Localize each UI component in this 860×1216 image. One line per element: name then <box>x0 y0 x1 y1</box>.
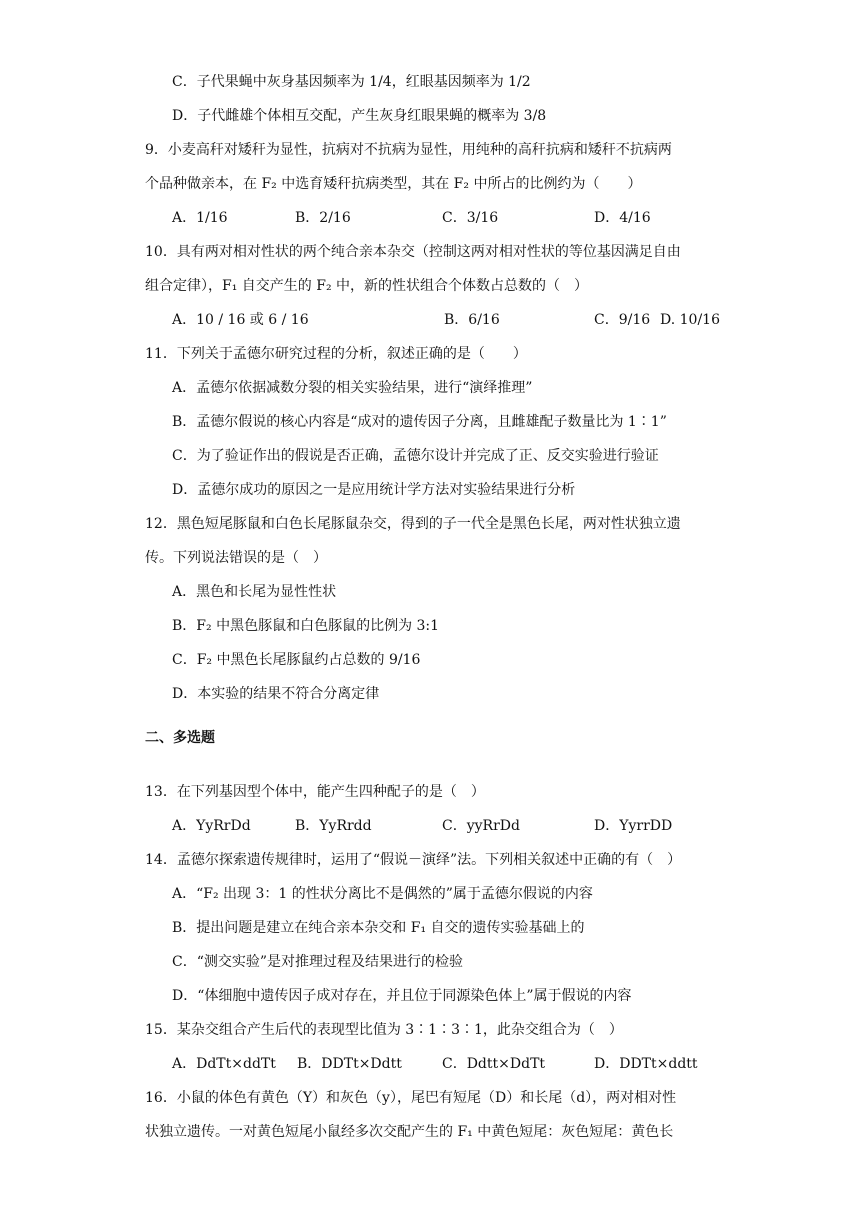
q14-option-a: A．“F₂ 出现 3：1 的性状分离比不是偶然的”属于孟德尔假说的内容 <box>172 886 593 902</box>
q13-options <box>172 816 732 836</box>
q14-stem: 14．孟德尔探索遗传规律时，运用了“假说－演绎”法。下列相关叙述中正确的有（ ） <box>145 852 682 868</box>
q10-option-c: C．9/16 <box>594 312 651 328</box>
q14-option-d: D．“体细胞中遗传因子成对存在，并且位于同源染色体上”属于假说的内容 <box>172 988 632 1004</box>
q13-option-c: C．yyRrDd <box>442 818 520 834</box>
q12-option-a: A．黑色和长尾为显性性状 <box>172 584 337 600</box>
q15-option-c: C．Ddtt×DdTt <box>442 1056 546 1072</box>
q12-option-d: D．本实验的结果不符合分离定律 <box>172 686 380 702</box>
q8-option-c: C．子代果蝇中灰身基因频率为 1/4，红眼基因频率为 1/2 <box>172 74 531 90</box>
q11-option-b: B．孟德尔假说的核心内容是“成对的遗传因子分离，且雌雄配子数量比为 1∶1” <box>172 414 667 430</box>
section-title-multiple-choice: 二、多选题 <box>145 730 215 746</box>
q10-option-b: B．6/16 <box>444 312 500 328</box>
q15-stem: 15．某杂交组合产生后代的表现型比值为 3∶1∶3∶1，此杂交组合为（ ） <box>145 1022 623 1038</box>
q10-stem-line2: 组合定律），F₁ 自交产生的 F₂ 中，新的性状组合个体数占总数的（ ） <box>145 278 589 294</box>
q12-stem-line2: 传。下列说法错误的是（ ） <box>145 550 327 566</box>
q14-option-b: B．提出问题是建立在纯合亲本杂交和 F₁ 自交的遗传实验基础上的 <box>172 920 585 936</box>
q9-stem-line2: 个品种做亲本，在 F₂ 中选育矮秆抗病类型，其在 F₂ 中所占的比例约为（ ） <box>145 176 642 192</box>
q15-option-b: B．DDTt×Ddtt <box>297 1056 402 1072</box>
q10-options <box>172 310 732 330</box>
q10-option-d: D. 10/16 <box>660 312 720 328</box>
q9-option-c: C．3/16 <box>442 210 499 226</box>
q14-option-c: C．“测交实验”是对推理过程及结果进行的检验 <box>172 954 464 970</box>
q8-option-d: D．子代雌雄个体相互交配，产生灰身红眼果蝇的概率为 3/8 <box>172 108 547 124</box>
q9-option-d: D．4/16 <box>594 210 651 226</box>
q15-option-d: D．DDTt×ddtt <box>594 1056 698 1072</box>
q11-option-a: A．孟德尔依据减数分裂的相关实验结果，进行“演绎推理” <box>172 380 533 396</box>
q16-stem-line1: 16．小鼠的体色有黄色（Y）和灰色（y），尾巴有短尾（D）和长尾（d），两对相对性 <box>145 1090 677 1106</box>
q15-option-a: A．DdTt×ddTt <box>172 1056 276 1072</box>
q13-stem: 13．在下列基因型个体中，能产生四种配子的是（ ） <box>145 784 485 800</box>
q11-stem: 11．下列关于孟德尔研究过程的分析，叙述正确的是（ ） <box>145 346 527 362</box>
q10-stem-line1: 10．具有两对相对性状的两个纯合亲本杂交（控制这两对相对性状的等位基因满足自由 <box>145 244 681 260</box>
q9-options <box>172 208 732 228</box>
q13-option-b: B．YyRrdd <box>295 818 372 834</box>
q13-option-a: A．YyRrDd <box>172 818 251 834</box>
q9-option-b: B．2/16 <box>295 210 351 226</box>
q9-stem-line1: 9．小麦高秆对矮秆为显性，抗病对不抗病为显性，用纯种的高秆抗病和矮秆不抗病两 <box>145 142 672 158</box>
q15-options <box>172 1054 732 1074</box>
q12-option-c: C．F₂ 中黑色长尾豚鼠约占总数的 9/16 <box>172 652 421 668</box>
q13-option-d: D．YyrrDD <box>594 818 673 834</box>
q11-option-c: C．为了验证作出的假说是否正确，孟德尔设计并完成了正、反交实验进行验证 <box>172 448 659 464</box>
q10-option-a: A．10 / 16 或 6 / 16 <box>172 312 309 328</box>
q11-option-d: D．孟德尔成功的原因之一是应用统计学方法对实验结果进行分析 <box>172 482 576 498</box>
q9-option-a: A．1/16 <box>172 210 228 226</box>
q12-option-b: B．F₂ 中黑色豚鼠和白色豚鼠的比例为 3:1 <box>172 618 440 634</box>
q12-stem-line1: 12．黑色短尾豚鼠和白色长尾豚鼠杂交，得到的子一代全是黑色长尾，两对性状独立遗 <box>145 516 681 532</box>
q16-stem-line2: 状独立遗传。一对黄色短尾小鼠经多次交配产生的 F₁ 中黄色短尾：灰色短尾：黄色长 <box>145 1124 674 1140</box>
